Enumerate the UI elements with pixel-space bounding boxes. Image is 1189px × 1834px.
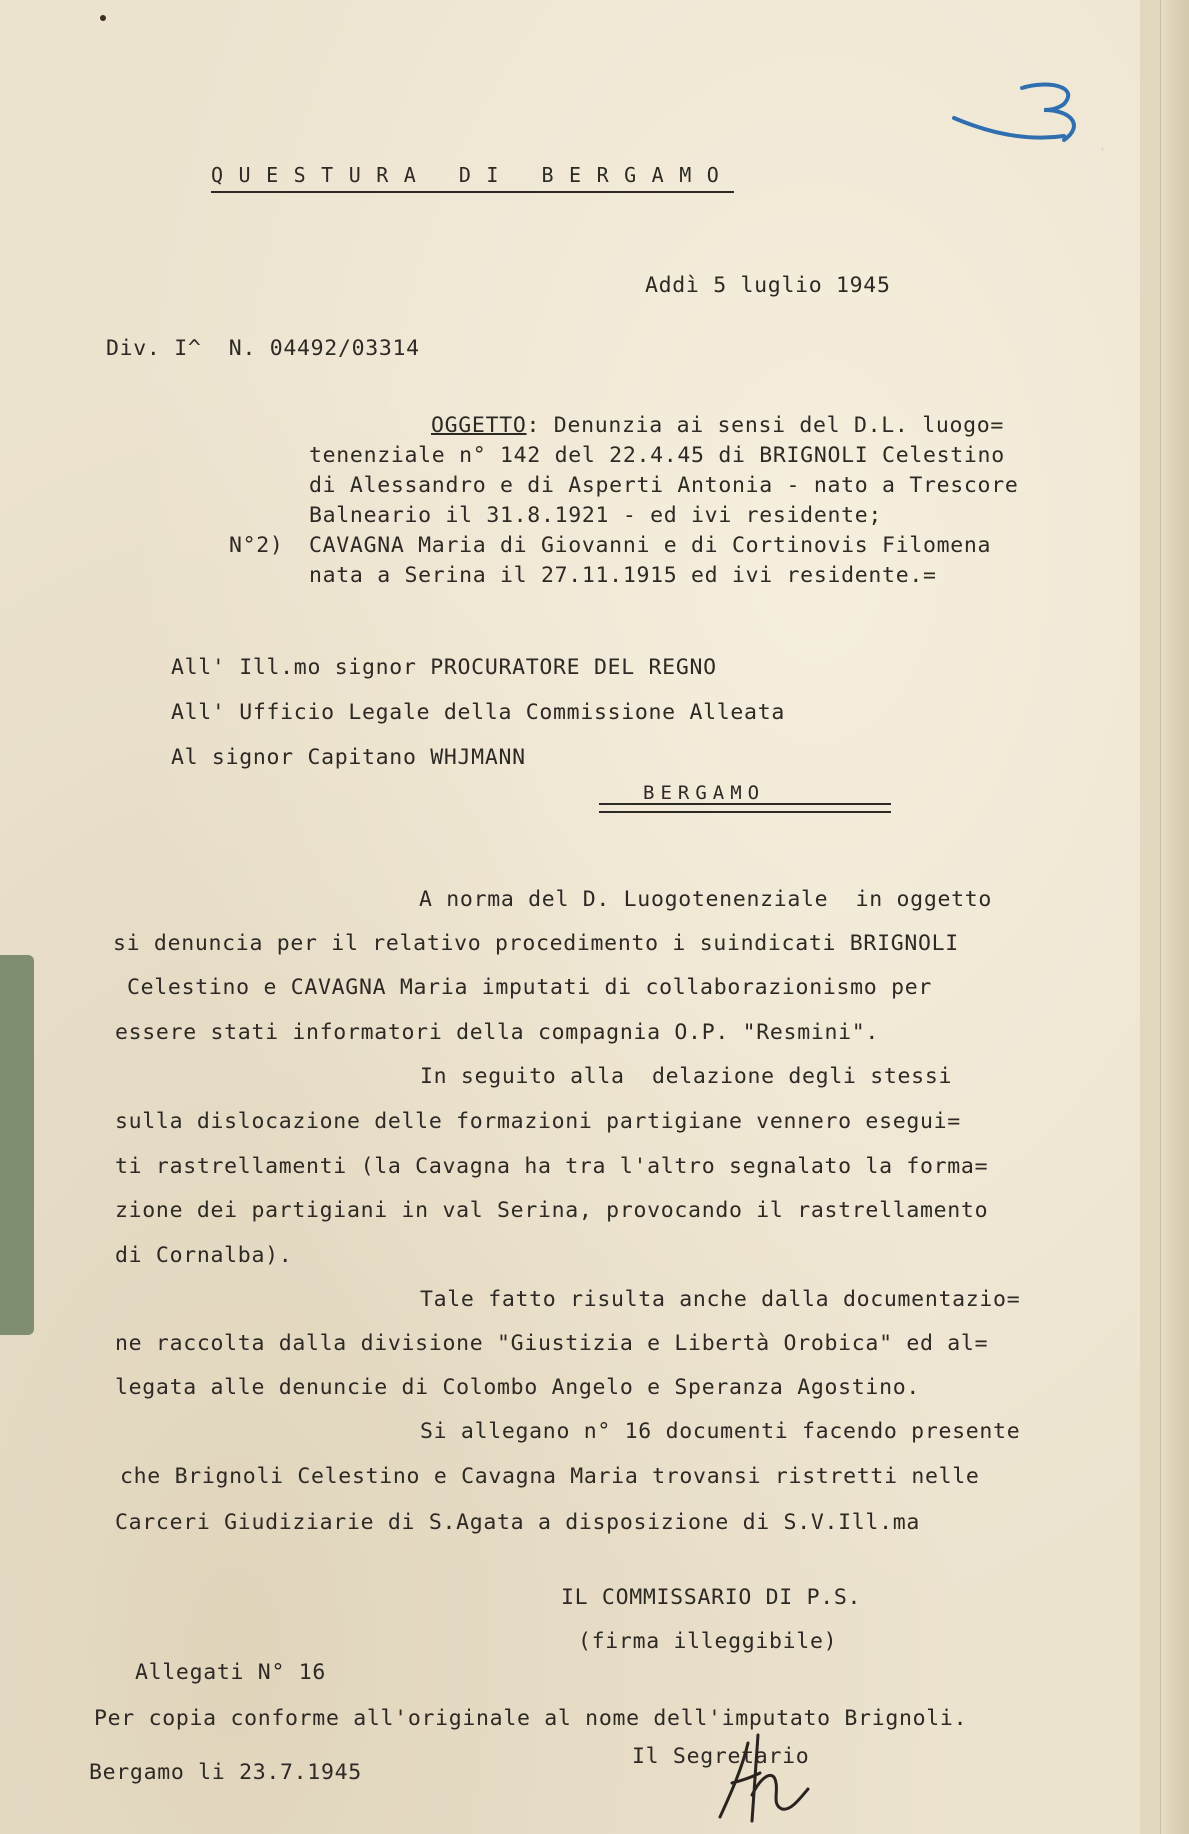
page-edge-strip — [1160, 0, 1189, 1834]
oggetto-item2-line-1: CAVAGNA Maria di Giovanni e di Cortinovis Filomena — [309, 533, 992, 558]
body-line-14: che Brignoli Celestino e Cavagna Maria trovansi ristretti nelle — [120, 1464, 980, 1489]
city-double-underline — [599, 803, 891, 813]
body-line-12: legata alle denuncie di Colombo Angelo e Speranza Agostino. — [115, 1375, 921, 1400]
page-number-text: 3 — [1102, 149, 1104, 151]
body-line-2: si denuncia per il relativo procedimento i suindicati BRIGNOLI — [113, 931, 959, 956]
document-heading: QUESTURA DI BERGAMO — [211, 163, 734, 193]
oggetto-line-3: di Alessandro e di Asperti Antonia - nato a Trescore — [309, 473, 1019, 498]
signatory-note: (firma illeggibile) — [578, 1629, 838, 1654]
recipient-procuratore: All' Ill.mo signor PROCURATORE DEL REGNO — [171, 655, 717, 680]
signatory-title: IL COMMISSARIO DI P.S. — [561, 1585, 862, 1610]
oggetto-line-2: tenenziale n° 142 del 22.4.45 di BRIGNOLI Celestino — [309, 443, 1005, 468]
ink-dot — [100, 15, 106, 21]
document-date: Addì 5 luglio 1945 — [645, 273, 891, 298]
handwritten-page-number — [952, 80, 1122, 160]
body-line-15: Carceri Giudiziarie di S.Agata a disposizione di S.V.Ill.ma — [115, 1510, 921, 1535]
green-paper-tab — [0, 955, 34, 1335]
city-heading: BERGAMO — [643, 782, 766, 804]
oggetto-label: OGGETTO — [431, 413, 527, 438]
body-line-11: ne raccolta dalla divisione "Giustizia e Libertà Orobica" ed al= — [115, 1331, 989, 1356]
body-line-5: In seguito alla delazione degli stessi — [420, 1064, 953, 1089]
recipient-ufficio-legale: All' Ufficio Legale della Commissione Alleata — [171, 700, 785, 725]
place-date: Bergamo li 23.7.1945 — [89, 1760, 362, 1785]
body-line-9: di Cornalba). — [115, 1243, 293, 1268]
oggetto-item2-line-2: nata a Serina il 27.11.1915 ed ivi residente.= — [309, 563, 937, 588]
oggetto-first-line — [431, 413, 1004, 439]
body-line-6: sulla dislocazione delle formazioni partigiane vennero esegui= — [115, 1109, 961, 1134]
body-line-4: essere stati informatori della compagnia O.P. "Resmini". — [115, 1020, 880, 1045]
oggetto-item2-prefix: N°2) — [229, 533, 284, 558]
recipient-capitano: Al signor Capitano WHJMANN — [171, 745, 526, 770]
body-line-7: ti rastrellamenti (la Cavagna ha tra l'altro segnalato la forma= — [115, 1154, 989, 1179]
body-line-3: Celestino e CAVAGNA Maria imputati di collaborazionismo per — [127, 975, 933, 1000]
body-line-10: Tale fatto risulta anche dalla documentazio= — [420, 1287, 1021, 1312]
oggetto-line-1: : Denunzia ai sensi del D.L. luogo= — [526, 413, 1005, 438]
body-line-8: zione dei partigiani in val Serina, provocando il rastrellamento — [115, 1198, 989, 1223]
reference-number: Div. I^ N. 04492/03314 — [106, 336, 420, 361]
secretary-signature — [712, 1725, 822, 1825]
body-line-1: A norma del D. Luogotenenziale in oggetto — [419, 887, 993, 912]
body-line-13: Si allegano n° 16 documenti facendo presente — [420, 1419, 1021, 1444]
certification-line: Per copia conforme all'originale al nome dell'imputato Brignoli. — [94, 1706, 968, 1731]
attachments-count: Allegati N° 16 — [135, 1660, 327, 1685]
secretary-label: Il Segretario — [632, 1744, 810, 1769]
oggetto-line-4: Balneario il 31.8.1921 - ed ivi residente; — [309, 503, 883, 528]
